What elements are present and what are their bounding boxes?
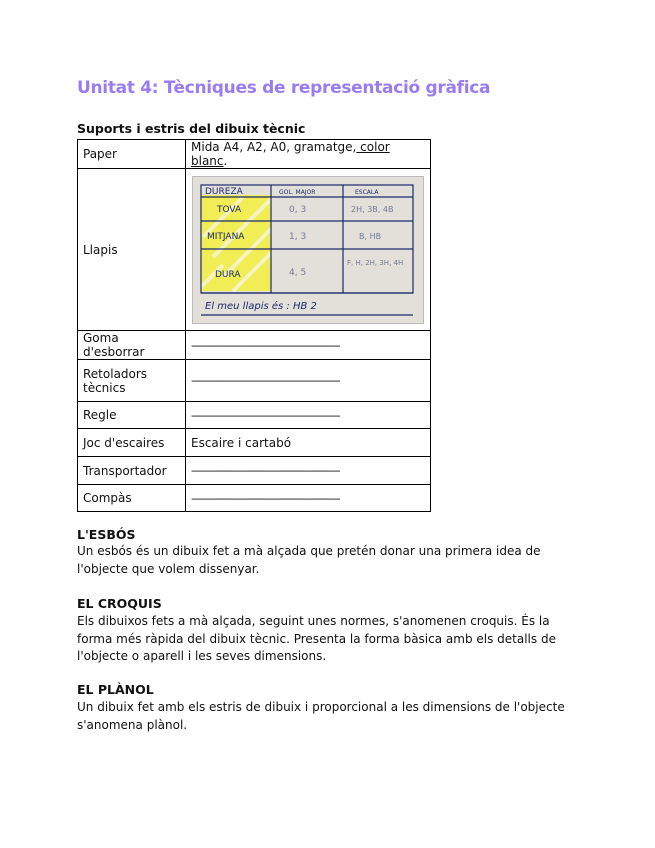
photo-cell: TOVA	[217, 204, 242, 215]
photo-footer: El meu llapis és : HB 2	[205, 300, 317, 312]
table-row	[78, 429, 431, 457]
photo-cell: MITJANA	[207, 231, 245, 242]
tool-name: Joc d'escaires	[78, 429, 186, 457]
page-title: Unitat 4: Tècniques de representació gràfica	[77, 78, 491, 98]
section-text-planol: Un dibuix fet amb els estris de dibuix i proporcional a les dimensions de l'objecte s'anomena plànol.	[77, 700, 565, 732]
tool-name: Llapis	[78, 169, 186, 331]
table-row	[78, 331, 431, 360]
table-caption: Suports i estris del dibuix tècnic	[77, 121, 306, 136]
pencil-hardness-photo	[192, 176, 424, 324]
tool-name: Goma d'esborrar	[78, 331, 186, 360]
tool-name: Compàs	[78, 485, 186, 512]
tool-value: ------------------------------------------------------------	[186, 360, 431, 402]
tool-value	[186, 169, 431, 331]
photo-cell: 4, 5	[289, 267, 307, 278]
photo-cell: 2H, 3B, 4B	[351, 204, 394, 214]
table-row	[78, 402, 431, 429]
table-row	[78, 360, 431, 402]
tool-name: Retoladors tècnics	[78, 360, 186, 402]
photo-cell: 0, 3	[289, 204, 307, 215]
section-heading-esbos: L'ESBÓS	[77, 527, 136, 542]
tool-value: ------------------------------------------------------------	[186, 457, 431, 485]
section-heading-planol: EL PLÀNOL	[77, 682, 154, 697]
photo-cell: F, H, 2H, 3H, 4H	[347, 258, 404, 267]
tool-value: ------------------------------------------------------------	[186, 402, 431, 429]
photo-cell: 1, 3	[289, 231, 307, 242]
section-text-croquis: Els dibuixos fets a mà alçada, seguint unes normes, s'anomenen croquis. És la forma més ràpida del dibuix tècnic. Presenta la forma bàsica amb els detalls de l'objecte o aparell i les seves dimensions.	[77, 614, 556, 663]
photo-header-scale: ESCALA	[355, 188, 379, 196]
table-row	[78, 169, 431, 331]
photo-header-grade: GOL. MAJOR	[279, 188, 316, 196]
photo-cell: B, HB	[359, 231, 382, 241]
tool-name: Transportador	[78, 457, 186, 485]
tool-name: Paper	[78, 140, 186, 169]
tool-name: Regle	[78, 402, 186, 429]
tool-value: ------------------------------------------------------------	[186, 331, 431, 360]
section-heading-croquis: EL CROQUIS	[77, 596, 162, 611]
tool-value: ------------------------------------------------------------	[186, 485, 431, 512]
tool-value: Escaire i cartabó	[186, 429, 431, 457]
tool-value: Mida A4, A2, A0, gramatge, color blanc.	[186, 140, 431, 169]
table-row	[78, 457, 431, 485]
section-text-esbos: Un esbós és un dibuix fet a mà alçada que pretén donar una primera idea de l'objecte que volem dissenyar.	[77, 544, 541, 576]
photo-header-hardness: DUREZA	[205, 186, 243, 197]
table-row	[78, 485, 431, 512]
table-row	[78, 140, 431, 169]
tools-table	[77, 139, 431, 512]
photo-cell: DURA	[215, 269, 241, 280]
